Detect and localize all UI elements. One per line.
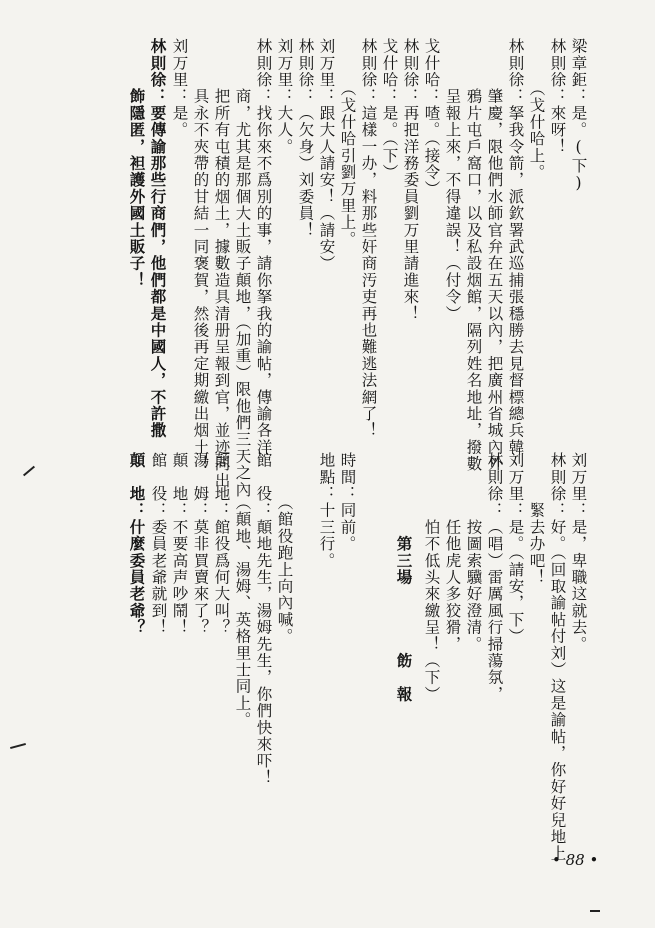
text-line: 刘万里：大人。 (275, 38, 294, 155)
text-line: 怕不低头來繳呈！（下） (422, 452, 441, 703)
text-line: 刘万里：是，卑職这就去。 (569, 452, 588, 653)
text-line: 湯 姆：莫非買賣來了？ (191, 452, 210, 636)
text-line: 肇慶，限他們水師官弁在五天以內，把廣州省城內外 (485, 38, 504, 473)
text-line: 梁章鉅：是。(下) (569, 38, 588, 194)
text-line: 林則徐：（欠身）刘委員！ (296, 38, 315, 239)
text-line: （戈什哈引劉万里上。 (338, 38, 357, 248)
text-line: 鴉片屯戶窩口，以及私設烟館，隔列姓名地址，撥數 (464, 38, 483, 473)
text-line: 林則徐：再把洋務委員劉万里請進來！ (401, 38, 420, 322)
text-line: 林則徐：要傳諭那些行商們，他們都是中國人，不許撒 (148, 38, 168, 439)
text-line: 刘万里：是。（請安，下） (506, 452, 525, 645)
text-line: 時間：同前。 (338, 452, 357, 553)
scan-mark (10, 743, 26, 749)
text-line: 飾隱匿，袒護外國土販子！ (127, 38, 147, 289)
text-line: 刘万里：是。 (170, 38, 189, 139)
text-line: 林則徐：拏我令箭，派欽署武巡捕張穩勝去見督標總兵韓 (506, 38, 525, 456)
text-line: 商，尤其是那個大土販子顛地，（加重）限他們三天之內 (233, 38, 252, 498)
text-line: 林則徐：好。（回取諭帖付刘）这是諭帖，你好好兒地上 (548, 452, 567, 862)
text-line: 按圖索驥好澄清。 (464, 452, 483, 653)
text-line: 顛 地：不要高声吵鬧！ (170, 452, 189, 636)
text-line: 任他虎人多狡猾， (443, 452, 462, 653)
text-line: 緊去办吧！ (527, 452, 546, 586)
scan-mark (23, 466, 35, 477)
text-line: 戈什哈：是。（下） (380, 38, 399, 181)
text-line: 地點：十三行。 (317, 452, 336, 569)
text-line: （戈什哈上。 (527, 38, 546, 181)
text-line: 呈報上來，不得違誤！（付令） (443, 38, 462, 322)
text-line: 具永不夾帶的甘結一同褒賀，然後再定期繳出烟土！ (191, 38, 210, 473)
text-line: （館役跑上向內喊。 (275, 452, 294, 645)
text-line: 館 役：顛地先生，湯姆先生，你們快來吓！ (254, 452, 273, 786)
text-line: 刘万里：跟大人請安！（請安） (317, 38, 336, 272)
text-line: 林則徐：（唱）雷厲風行掃蕩氛， (485, 452, 504, 703)
text-line: 顛 地：館役爲何大叫？ (212, 452, 231, 636)
text-line: 館 役：委員老爺就到！ (149, 452, 168, 636)
text-line: 林則徐：找你來不爲別的事，請你拏我的諭帖，傳諭各洋 (254, 38, 273, 456)
text-line: 把所有屯積的烟土，據數造具清册呈報到官，並迹同出 (212, 38, 231, 489)
text-line: 林則徐：來呀！ (548, 38, 567, 155)
scan-mark (590, 910, 600, 912)
text-line: （顛地、湯姆、英格里士同上。 (233, 452, 252, 729)
text-line: 林則徐：這樣一办，料那些奸商汚吏再也難逃法網了！ (359, 38, 378, 439)
text-line: 戈什哈：喳。（接令） (422, 38, 441, 198)
page-number: • 88 • (552, 851, 599, 869)
scene-heading: 第三場 飭 報 (394, 452, 414, 703)
text-line: 顛 地：什麼委員老爺？ (127, 452, 147, 636)
